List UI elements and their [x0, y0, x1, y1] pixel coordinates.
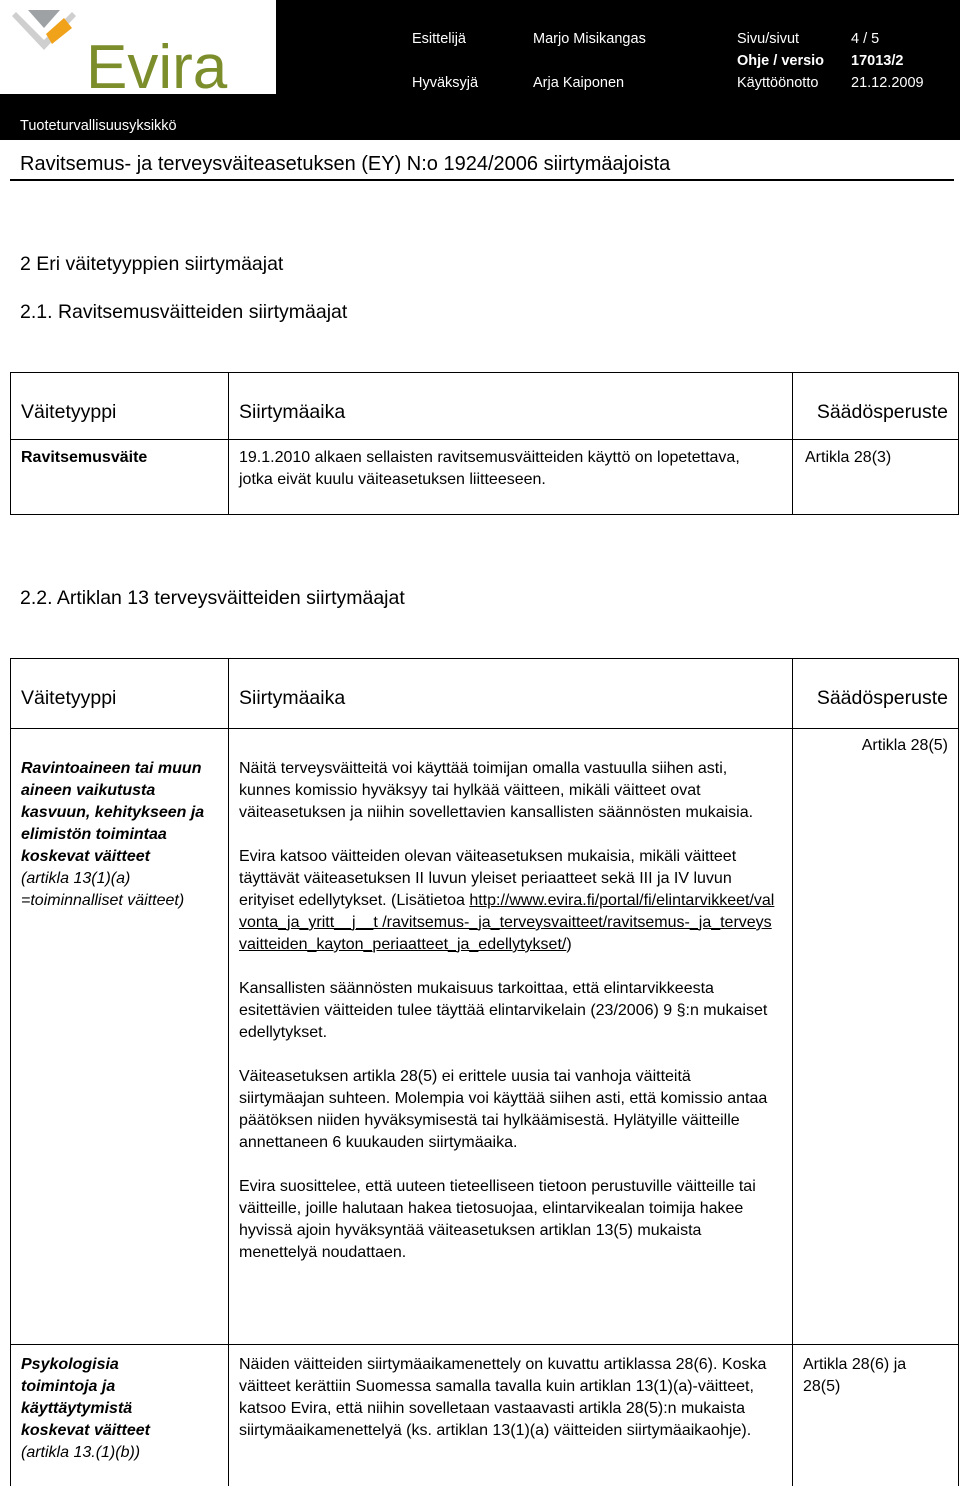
approver-value: Arja Kaiponen [533, 75, 625, 91]
col-header-claim-type: Väitetyyppi [11, 659, 229, 729]
paragraph: Väiteasetuksen artikla 28(5) ei erittele uusia tai vanhoja väitteitä siirtymäajan suhteen. Molempia voi käyttää siihen asti, että komissio antaa päätöksen niiden hyväksymisestä tai hylkäämisestä. Hylätyille väitteille annettaneen 6 kuukauden siirtymäaika. [239, 1068, 768, 1151]
document-title: Ravitsemus- ja terveysväiteasetuksen (EY) N:o 1924/2006 siirtymäajoista [20, 153, 671, 175]
page-label: Sivu/sivut [737, 31, 800, 47]
section-2-2-heading: 2.2. Artiklan 13 terveysväitteiden siirtymäajat [20, 587, 405, 609]
table-row-transition: Näiden väitteiden siirtymäaikamenettely on kuvattu artiklassa 28(6). Koska väitteet kerättiin Suomessa samalla tavalla kuin artiklan 13(1)(a)-väitteet, katsoo Evira, että niihin sovelletaan vastaavasti artikla 28(5):n mukaista siirtymäaikamenettelyä (ks. artiklan 13(1)(a) väitteiden siirtymäaikaohje). [229, 1345, 793, 1486]
table-row-claim-type: Ravitsemusväite [11, 440, 229, 515]
guide-value: 17013/2 [851, 53, 904, 69]
deploy-label: Käyttöönotto [737, 75, 819, 91]
table-row-transition [229, 729, 793, 1345]
col-header-transition: Siirtymäaika [229, 373, 793, 440]
evira-logo [6, 6, 276, 94]
page-value: 4 / 5 [851, 31, 880, 47]
col-header-claim-type: Väitetyyppi [11, 373, 229, 440]
table-row-legal-basis: Artikla 28(5) [793, 729, 959, 1345]
col-header-legal-basis: Säädösperuste [793, 373, 959, 440]
unit-name: Tuoteturvallisuusyksikkö [20, 118, 177, 134]
table-row-transition: 19.1.2010 alkaen sellaisten ravitsemusväitteiden käyttö on lopetettava, jotka eivät kuulu väiteasetuksen liitteeseen. [229, 440, 793, 515]
col-header-legal-basis: Säädösperuste [793, 659, 959, 729]
title-divider [10, 179, 954, 181]
paragraph-with-link: Evira katsoo väitteiden olevan väiteasetuksen mukaisia, mikäli väitteet täyttävät väiteasetuksen II luvun yleiset periaatteet sekä III ja IV luvun erityiset edellytykset. (Lisätietoa http://www.evira.fi/portal/fi/elintarvikkeet/valvonta_ja_yritt__j__t /ravitsemus-_ja_terveysvaitteet/ravitsemus-_ja_terveysvaitteiden_kayton_periaatteet_ja_edellytykset/) [239, 848, 775, 953]
section-2-heading: 2 Eri väitetyyppien siirtymäajat [20, 253, 284, 275]
presenter-label: Esittelijä [412, 31, 466, 47]
guide-label: Ohje / versio [737, 53, 825, 69]
deploy-value: 21.12.2009 [851, 75, 924, 91]
paragraph: Kansallisten säännösten mukaisuus tarkoittaa, että elintarvikkeesta esitettävien väitteiden tulee täyttää elintarvikelain (23/2006) 9 §:n mukaiset edellytykset. [239, 980, 768, 1041]
evira-info-link[interactable]: http://www.evira.fi/portal/fi/elintarvikkeet/valvonta_ja_yritt__j__t /ravitsemus-_ja_terveysvaitteet/ravitsemus-_ja_terveysvaitteiden_kayton_periaatteet_ja_edellytykset/ [239, 892, 775, 953]
table-row-claim-type: Psykologisia toimintoja ja käyttäytymistä koskevat väitteet (artikla 13.(1)(b)) [11, 1345, 229, 1486]
approver-label: Hyväksyjä [412, 75, 479, 91]
paragraph: Evira suosittelee, että uuteen tieteelliseen tietoon perustuville väitteille tai väitteille, joille halutaan hakea tietosuojaa, elintarvikealan toimija hakee hyvissä ajoin hyväksyntää väiteasetuksen artiklan 13(5) mukaista menettelyä noudattaen. [239, 1178, 756, 1261]
logo-wordmark: Evira [86, 33, 228, 94]
presenter-value: Marjo Misikangas [533, 31, 646, 47]
nutrition-claims-table [10, 372, 959, 515]
table-row-legal-basis: Artikla 28(6) ja 28(5) [793, 1345, 959, 1486]
table-row-claim-type: Ravintoaineen tai muun aineen vaikutusta kasvuun, kehitykseen ja elimistön toimintaa koskevat väitteet (artikla 13(1)(a) =toiminnalliset väitteet) [11, 729, 229, 1345]
col-header-transition: Siirtymäaika [229, 659, 793, 729]
paragraph: Näitä terveysväitteitä voi käyttää toimijan omalla vastuulla siihen asti, kunnes komissio hyväksyy tai hylkää väitteen, mikäli väitteet ovat väiteasetuksen ja niihin sovellettavien kansallisten säännösten mukaisia. [239, 760, 754, 821]
table-row-legal-basis: Artikla 28(3) [793, 440, 959, 515]
section-2-1-heading: 2.1. Ravitsemusväitteiden siirtymäajat [20, 301, 348, 323]
health-claims-table [10, 658, 959, 1486]
